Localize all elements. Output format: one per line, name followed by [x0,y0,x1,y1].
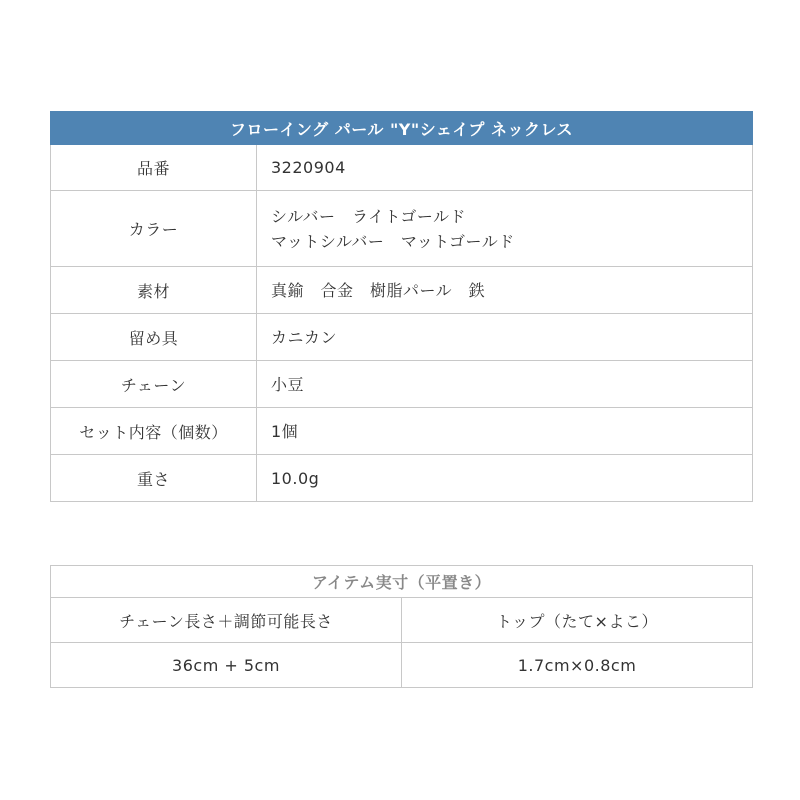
spec-value-line: マットシルバー マットゴールド [271,231,515,251]
spec-row-chain [51,361,753,408]
spec-label: 留め具 [51,314,257,361]
spec-label: チェーン [51,361,257,408]
spec-value-line: 1個 [271,421,299,441]
spec-value [257,145,753,191]
top-size-header: トップ（たて×よこ） [402,598,753,643]
spec-value [257,408,753,455]
spec-value [257,267,753,314]
spec-row-set-contents [51,408,753,455]
spec-row-clasp [51,314,753,361]
spec-row-weight [51,455,753,502]
spec-label: カラー [51,191,257,267]
spec-label: 品番 [51,145,257,191]
chain-length-value: 36cm + 5cm [51,643,402,688]
item-size-table [50,565,753,688]
top-size-value: 1.7cm×0.8cm [402,643,753,688]
spec-value-line: 小豆 [271,374,305,394]
spec-value-line: 真鍮 合金 樹脂パール 鉄 [271,280,486,300]
spec-value [257,314,753,361]
size-value-row [51,643,753,688]
spec-label: 重さ [51,455,257,502]
spec-label: セット内容（個数） [51,408,257,455]
chain-length-header: チェーン長さ＋調節可能長さ [51,598,402,643]
size-header-row [51,598,753,643]
spec-value [257,191,753,267]
spec-value-line: 10.0g [271,468,320,488]
spec-value [257,455,753,502]
product-title: フローイング パール "Y"シェイプ ネックレス [51,112,753,145]
spec-value-line: シルバー ライトゴールド [271,206,467,226]
spec-value [257,361,753,408]
spec-value-line: カニカン [271,327,338,347]
spec-row-material [51,267,753,314]
spec-value-line: 3220904 [271,158,346,177]
spec-row-color [51,191,753,267]
spec-row-item-number [51,145,753,191]
size-table-title: アイテム実寸（平置き） [51,566,753,598]
product-spec-table [50,111,753,502]
spec-label: 素材 [51,267,257,314]
